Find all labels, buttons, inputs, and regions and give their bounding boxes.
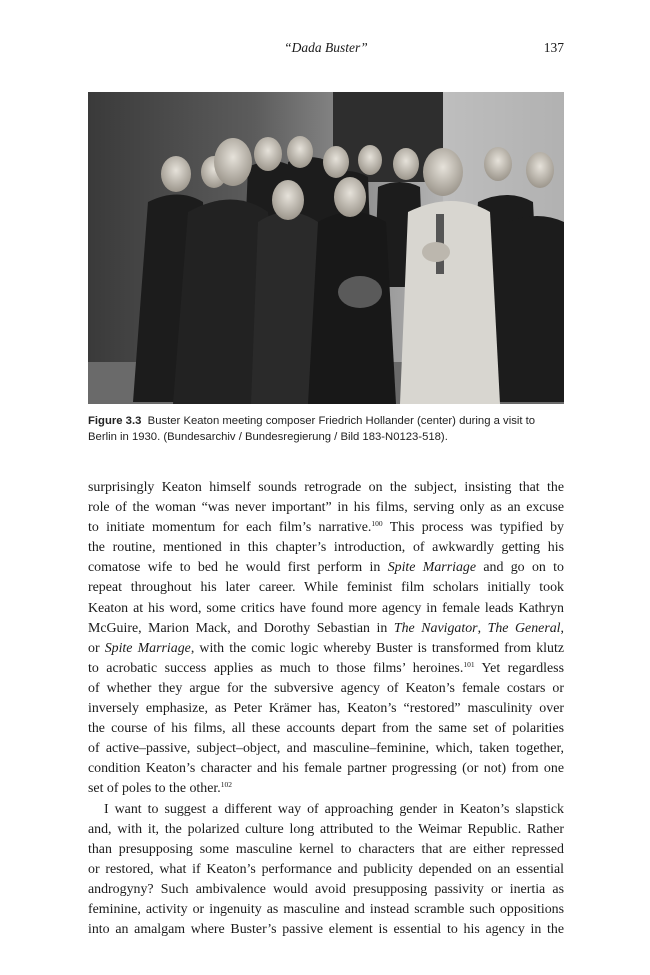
text-line: inversely emphasize, as Peter Krämer has, Keaton’s “restored” masculinity over <box>88 701 564 717</box>
text-line <box>88 619 564 639</box>
running-title: “Dada Buster” <box>284 40 368 55</box>
running-head <box>88 40 564 60</box>
text-run: to acrobatic success applies as much to those films’ heroines. <box>88 660 464 676</box>
text-line: or restored, what if Keaton’s performance and publicity depended on an essential <box>88 861 564 877</box>
figure-label: Figure 3.3 <box>88 415 142 427</box>
text-line: into an amalgam where Buster’s passive element is essential to his agency in the <box>88 922 564 938</box>
text-line <box>88 639 564 659</box>
text-run: to initiate momentum for each film’s narrative. <box>88 520 372 536</box>
text-line: than presupposing some masculine kernel to characters that are either repressed <box>88 841 564 857</box>
text-line: of active–passive, subject–object, and masculine–feminine, which, taken together, <box>88 741 564 757</box>
page-number: 137 <box>543 40 564 55</box>
text-line <box>88 779 564 799</box>
text-line <box>88 659 564 679</box>
text-line: and, with it, the polarized culture long attributed to the Weimar Republic. Rather <box>88 821 564 837</box>
text-run: , with the comic logic whereby Buster is transformed from klutz <box>190 640 565 656</box>
text-line: surprisingly Keaton himself sounds retrograde on the subject, insisting that the <box>88 480 564 495</box>
paragraph-1 <box>88 478 564 800</box>
text-run: and go on to <box>476 560 564 576</box>
text-line: I want to suggest a different way of approaching gender in Keaton’s slapstick <box>104 801 564 817</box>
film-title: The Navigator <box>393 620 478 636</box>
text-line: of whether they argue for the subversive agency of Keaton’s female costars or <box>88 680 564 696</box>
text-run: Yet regardless <box>474 660 564 676</box>
text-line: role of the woman “was never important” in his films, serving only as an excuse <box>88 500 564 516</box>
text-run: or <box>88 640 105 656</box>
figure-caption <box>88 413 564 445</box>
text-run: , <box>477 620 488 636</box>
film-title: The General <box>487 620 561 636</box>
text-line <box>88 518 564 538</box>
text-line: repeat throughout his later career. While feminist film scholars initially took <box>88 580 564 596</box>
text-line: Keaton at his word, some critics have found more agency in female leads Kathryn <box>88 600 564 616</box>
text-line <box>88 558 564 578</box>
text-run: McGuire, Marion Mack, and Dorothy Sebastian in <box>88 620 394 636</box>
text-run: This process was typified by <box>382 520 564 536</box>
paragraph-2 <box>88 800 564 941</box>
text-line: the course of his films, all these accounts depart from the same set of polarities <box>88 721 564 737</box>
body-text <box>88 478 564 940</box>
endnote-ref-100: 100 <box>371 519 383 529</box>
text-line: condition Keaton’s character and his female partner progressing (or not) from one <box>88 761 564 777</box>
text-run: , <box>560 620 565 636</box>
text-line: feminine, activity or ingenuity as masculine and instead scramble such oppositions <box>88 901 564 917</box>
film-title: Spite Marriage <box>387 560 477 576</box>
figure-photograph <box>88 92 564 404</box>
film-title: Spite Marriage <box>104 640 191 656</box>
text-line: androgyny? Such ambivalence would avoid presupposing passivity or inertia as <box>88 881 564 897</box>
endnote-ref-101: 101 <box>463 659 475 669</box>
caption-text-line2: Berlin in 1930. (Bundesarchiv / Bundesregierung / Bild 183-N0123-518). <box>88 431 448 443</box>
group-photo-illustration <box>88 92 564 404</box>
text-line: the routine, mentioned in this chapter’s introduction, of awkwardly getting his <box>88 540 564 556</box>
text-run: comatose wife to bed he would first perform in <box>88 560 388 576</box>
text-run: set of poles to the other. <box>88 781 221 797</box>
endnote-ref-102: 102 <box>220 780 232 790</box>
caption-text-line1: Buster Keaton meeting composer Friedrich Hollander (center) during a visit to <box>147 415 536 427</box>
